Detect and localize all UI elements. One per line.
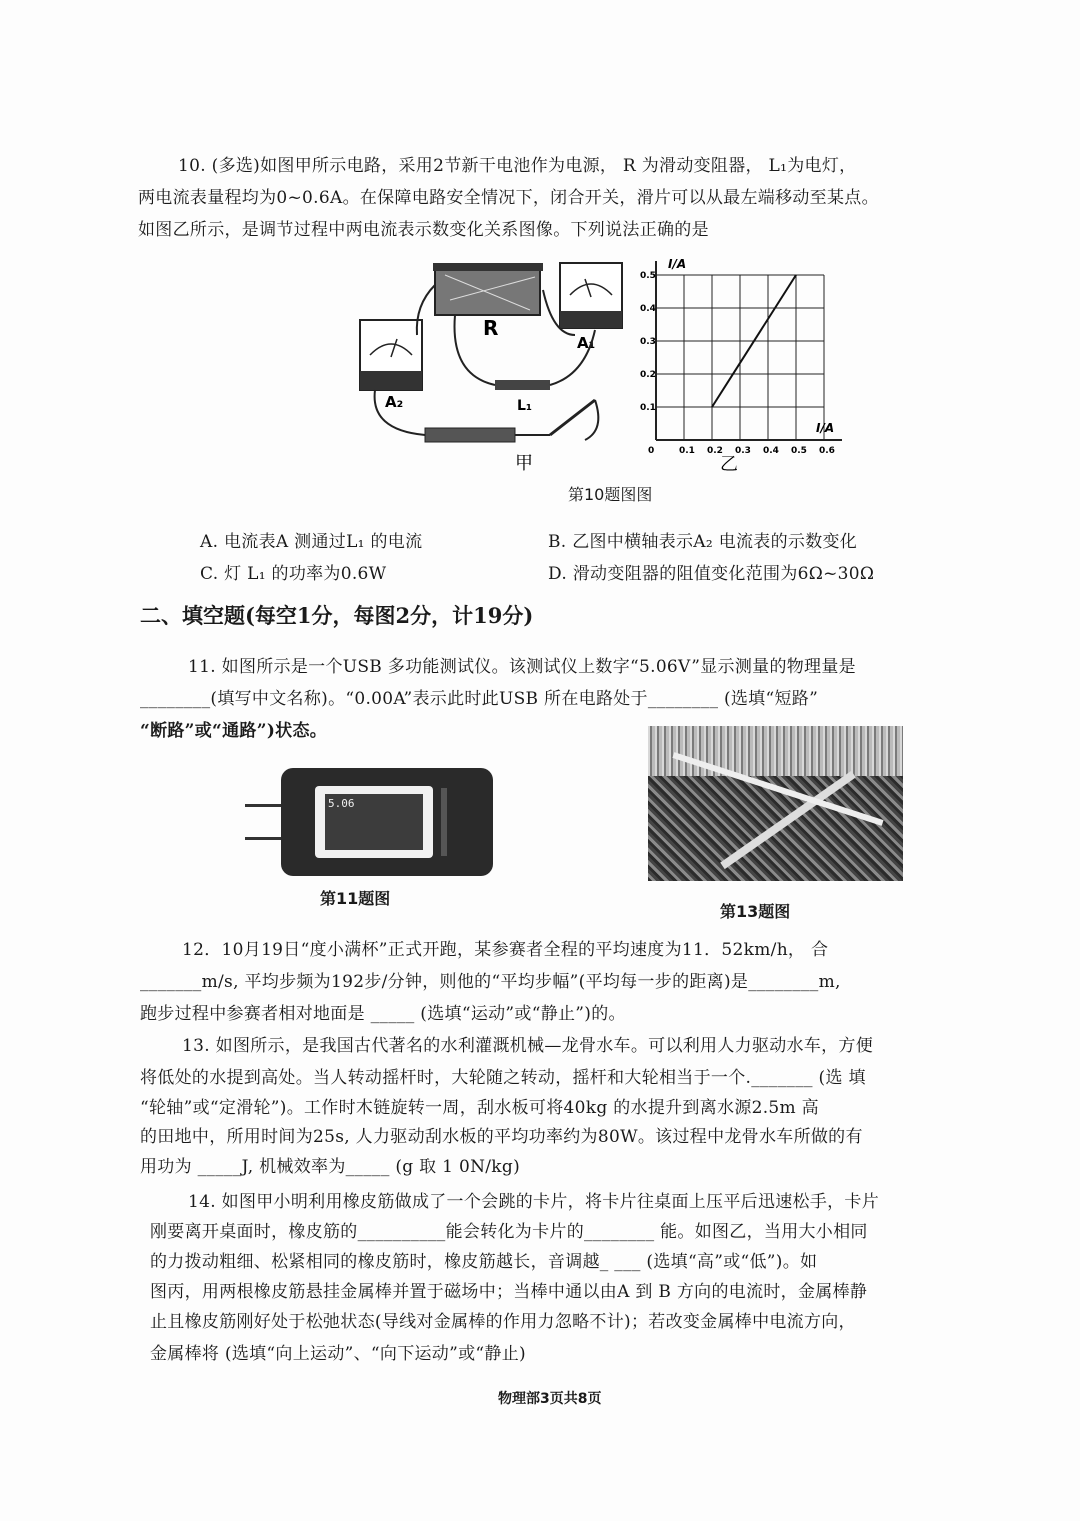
chart-x-tick-label: 0.1	[679, 446, 695, 456]
q10-option-d: D. 滑动变阻器的阻值变化范围为6Ω~30Ω	[548, 564, 875, 584]
waterwheel-photo	[648, 726, 903, 881]
q10-option-b: B. 乙图中横轴表示A₂ 电流表的示数变化	[548, 532, 858, 552]
q12-line-1: 12．10月19日“度小满杯”正式开跑，某参赛者全程的平均速度为11．52km/h， 合	[182, 940, 829, 960]
bulb-l1	[495, 380, 550, 390]
q14-line-5: 止且橡皮筋刚好处于松弛状态(导线对金属棒的作用力忽略不计)；若改变金属棒中电流方向，	[150, 1312, 856, 1332]
q14-line-6: 金属棒将 (选填“向上运动”、“向下运动”或“静止)	[150, 1344, 526, 1364]
label-a1: A₁	[577, 334, 596, 352]
chart-x-tick-label: 0.4	[763, 446, 779, 456]
chart-xlabel: I/A	[816, 421, 835, 435]
chart-ylabel: I/A	[668, 257, 687, 271]
label-r: R	[483, 316, 499, 340]
circuit-diagram	[355, 255, 625, 475]
q13-line-2: 将低处的水提到高处。当人转动摇杆时，大轮随之转动，摇杆和大轮相当于一个._______ (选 填	[140, 1068, 866, 1088]
current-chart	[638, 250, 848, 475]
page-footer: 物理部3页共8页	[498, 1391, 602, 1407]
chart-y-tick-label: 0.3	[640, 337, 656, 347]
q13-line-5: 用功为 _____J, 机械效率为_____ (g 取 1 0N/kg)	[140, 1157, 521, 1177]
switch	[550, 400, 595, 435]
q14-line-4: 图丙，用两根橡皮筋悬挂金属棒并置于磁场中；当棒中通以由A 到 B 方向的电流时，金属棒静	[150, 1282, 868, 1302]
q10-option-c: C. 灯 L₁ 的功率为0.6W	[200, 564, 387, 584]
section-title: 二、填空题(每空1分，每图2分，计19分)	[140, 603, 534, 628]
battery	[425, 428, 515, 442]
q13-line-4: 的田地中，所用时间为25s, 人力驱动刮水板的平均功率约为80W。该过程中龙骨水车所做的有	[140, 1127, 863, 1147]
q10-line-2: 两电流表量程均为0~0.6A。在保障电路安全情况下，闭合开关，滑片可以从最左端移动至某点。	[138, 188, 879, 208]
q12-line-3: 跑步过程中参赛者相对地面是 _____ (选填“运动”或“静止”)的。	[140, 1004, 626, 1024]
label-a2: A₂	[385, 393, 404, 411]
q13-line-3: “轮轴”或“定滑轮”)。工作时木链旋转一周，刮水板可将40kg 的水提升到离水源2.5m 高	[140, 1098, 819, 1118]
chart-x-tick-label: 0.5	[791, 446, 807, 456]
label-jia: 甲	[515, 453, 533, 474]
usb-tester-image	[245, 768, 493, 876]
q14-line-2: 刚要离开桌面时，橡皮筋的__________能会转化为卡片的________ 能。如图乙，当用大小相同	[150, 1222, 868, 1242]
q11-line-3: “断路”或“通路”)状态。	[140, 721, 328, 741]
chart-y-tick-label: 0.1	[640, 403, 656, 413]
q10-figure-caption: 第10题图图	[568, 485, 653, 504]
q14-line-3: 的力拨动粗细、松紧相同的橡皮筋时，橡皮筋越长，音调越_ ___ (选填“高”或“低”)。如	[150, 1252, 818, 1272]
q10-line-1: 10. (多选)如图甲所示电路，采用2节新干电池作为电源， R 为滑动变阻器， L₁为电灯，	[178, 156, 857, 176]
rheostat-rail	[433, 263, 543, 271]
q10-option-a: A. 电流表A 测通过L₁ 的电流	[200, 532, 423, 552]
chart-sublabel: 乙	[720, 454, 738, 475]
label-l1: L₁	[517, 398, 533, 414]
q11-figure-caption: 第11题图	[320, 889, 391, 908]
q13-line-1: 13. 如图所示，是我国古代著名的水利灌溉机械—龙骨水车。可以利用人力驱动水车，方便	[182, 1036, 874, 1056]
chart-x-tick-label: 0.6	[819, 446, 835, 456]
chart-y-tick-label: 0.4	[640, 304, 656, 314]
q11-line-2: ________(填写中文名称)。“0.00A”表示此时此USB 所在电路处于________ (选填“短路”	[140, 689, 819, 709]
chart-x-tick-label: 0	[648, 446, 655, 456]
usb-screen-reading: 5.06	[328, 797, 355, 810]
chart-x-tick-label: 0.3	[735, 446, 751, 456]
chart-x-tick-label: 0.2	[707, 446, 723, 456]
q10-line-3: 如图乙所示，是调节过程中两电流表示数变化关系图像。下列说法正确的是	[138, 220, 709, 240]
q11-line-1: 11. 如图所示是一个USB 多功能测试仪。该测试仪上数字“5.06V”显示测量的物理量是	[188, 657, 856, 677]
q12-line-2: _______m/s, 平均步频为192步/分钟，则他的“平均步幅”(平均每一步的距离)是________m,	[140, 972, 841, 992]
chart-y-tick-label: 0.2	[640, 370, 656, 380]
q13-figure-caption: 第13题图	[720, 902, 791, 921]
q14-line-1: 14. 如图甲小明利用橡皮筋做成了一个会跳的卡片，将卡片往桌面上压平后迅速松手，卡片	[188, 1192, 880, 1212]
chart-y-tick-label: 0.5	[640, 271, 656, 281]
